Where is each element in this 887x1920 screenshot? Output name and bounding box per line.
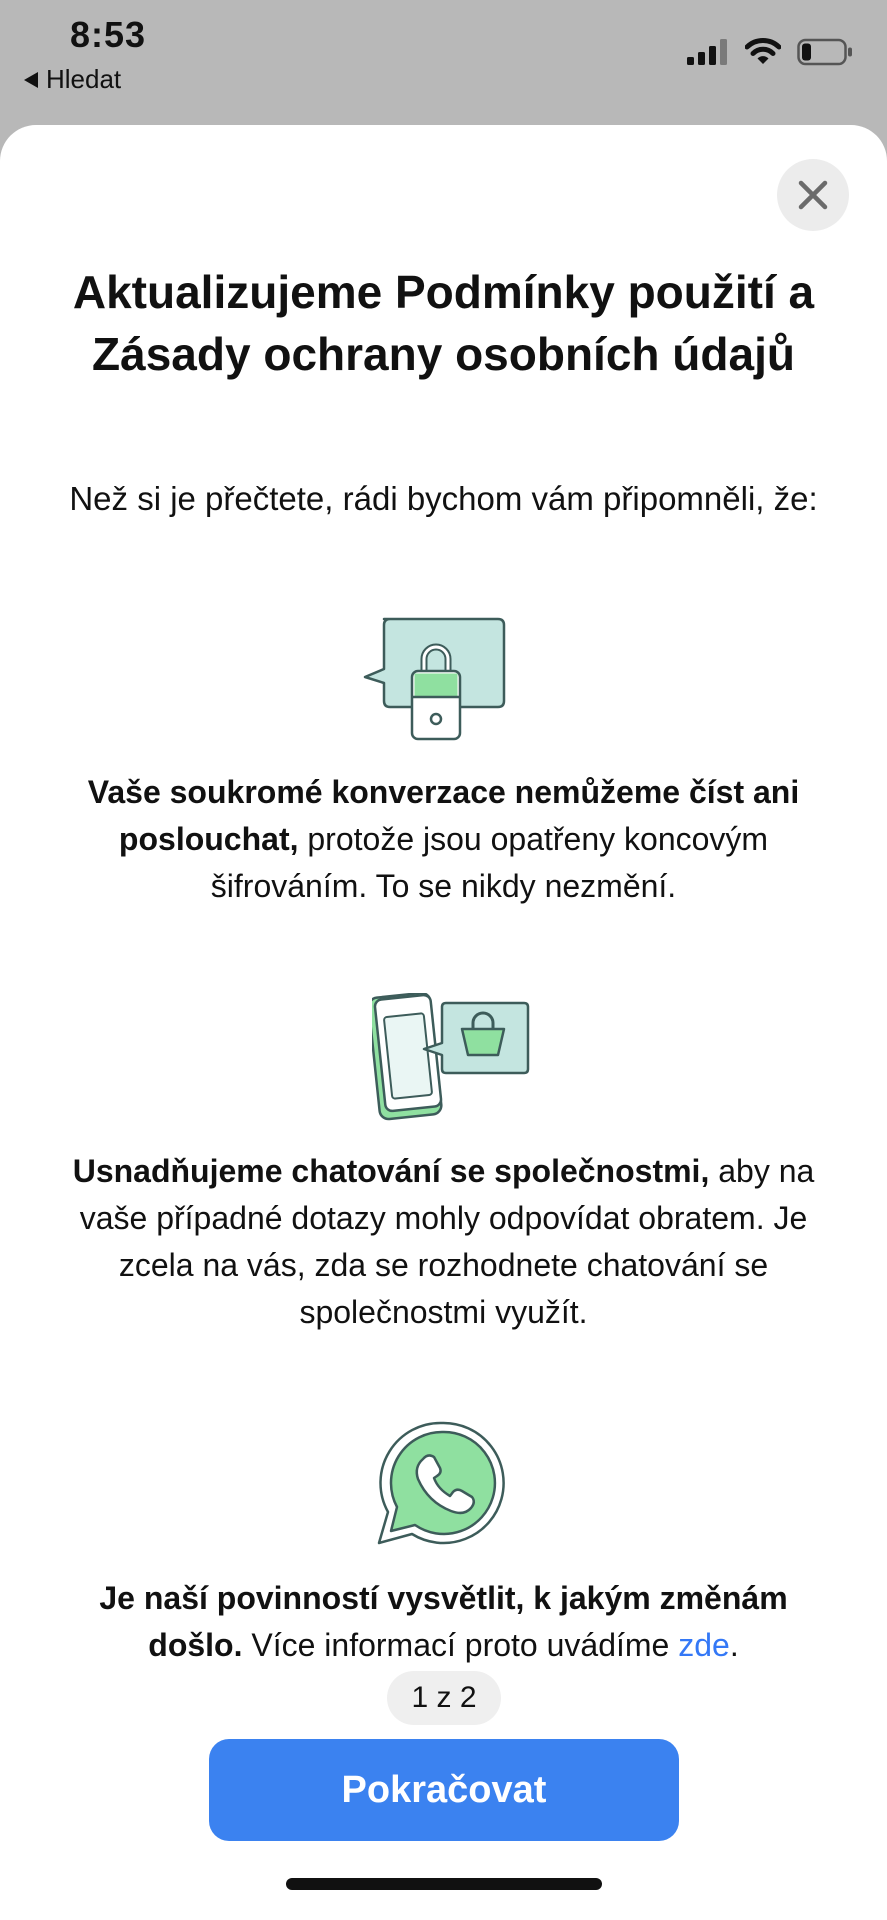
feature-encryption-body: protože jsou opatřeny koncovým šifrováním. To se nikdy nezmění.: [210, 821, 769, 904]
signal-icon: [687, 39, 729, 65]
feature-business-body: aby na vaše případné dotazy mohly odpovídat obratem. Je zcela na vás, zda se rozhodnete chatování se společnostmi využít.: [79, 1153, 815, 1330]
back-label: Hledat: [46, 64, 122, 94]
page-indicator: 1 z 2: [387, 1671, 501, 1725]
feature-changes-text: [50, 1575, 837, 1669]
feature-business-bold: Usnadňujeme chatování se společnostmi,: [72, 1153, 710, 1189]
feature-encryption-bold: Vaše soukromé konverzace nemůžeme číst ani poslouchat,: [87, 774, 800, 857]
back-arrow-icon: [24, 72, 38, 88]
feature-changes-period: .: [729, 1627, 739, 1663]
sheet-title: Aktualizujeme Podmínky použití a Zásady ochrany osobních údajů: [72, 266, 815, 380]
continue-button[interactable]: Pokračovat: [209, 1739, 679, 1841]
sheet-subtitle: Než si je přečtete, rádi bychom vám připomněli, že:: [69, 480, 818, 517]
back-to-search-link[interactable]: [24, 64, 121, 95]
status-icons: [687, 38, 853, 66]
whatsapp-icon: [376, 1419, 510, 1547]
feature-business-text: [50, 1148, 837, 1336]
more-info-link[interactable]: zde: [678, 1627, 730, 1663]
terms-update-sheet: [0, 125, 887, 1920]
home-indicator: [286, 1878, 602, 1890]
feature-changes-body: Více informací proto uvádíme: [242, 1627, 679, 1663]
close-button[interactable]: [777, 159, 849, 231]
phone-shop-icon: [372, 993, 530, 1121]
close-icon: [797, 179, 829, 211]
feature-changes-bold: Je naší povinností vysvětlit, k jakým změnám došlo.: [99, 1580, 788, 1663]
status-time: 8:53: [70, 14, 147, 55]
battery-icon: [797, 38, 853, 66]
feature-encryption-text: [50, 769, 837, 910]
lock-chat-icon: [362, 615, 506, 743]
status-bar: [0, 0, 887, 125]
wifi-icon: [745, 38, 781, 66]
